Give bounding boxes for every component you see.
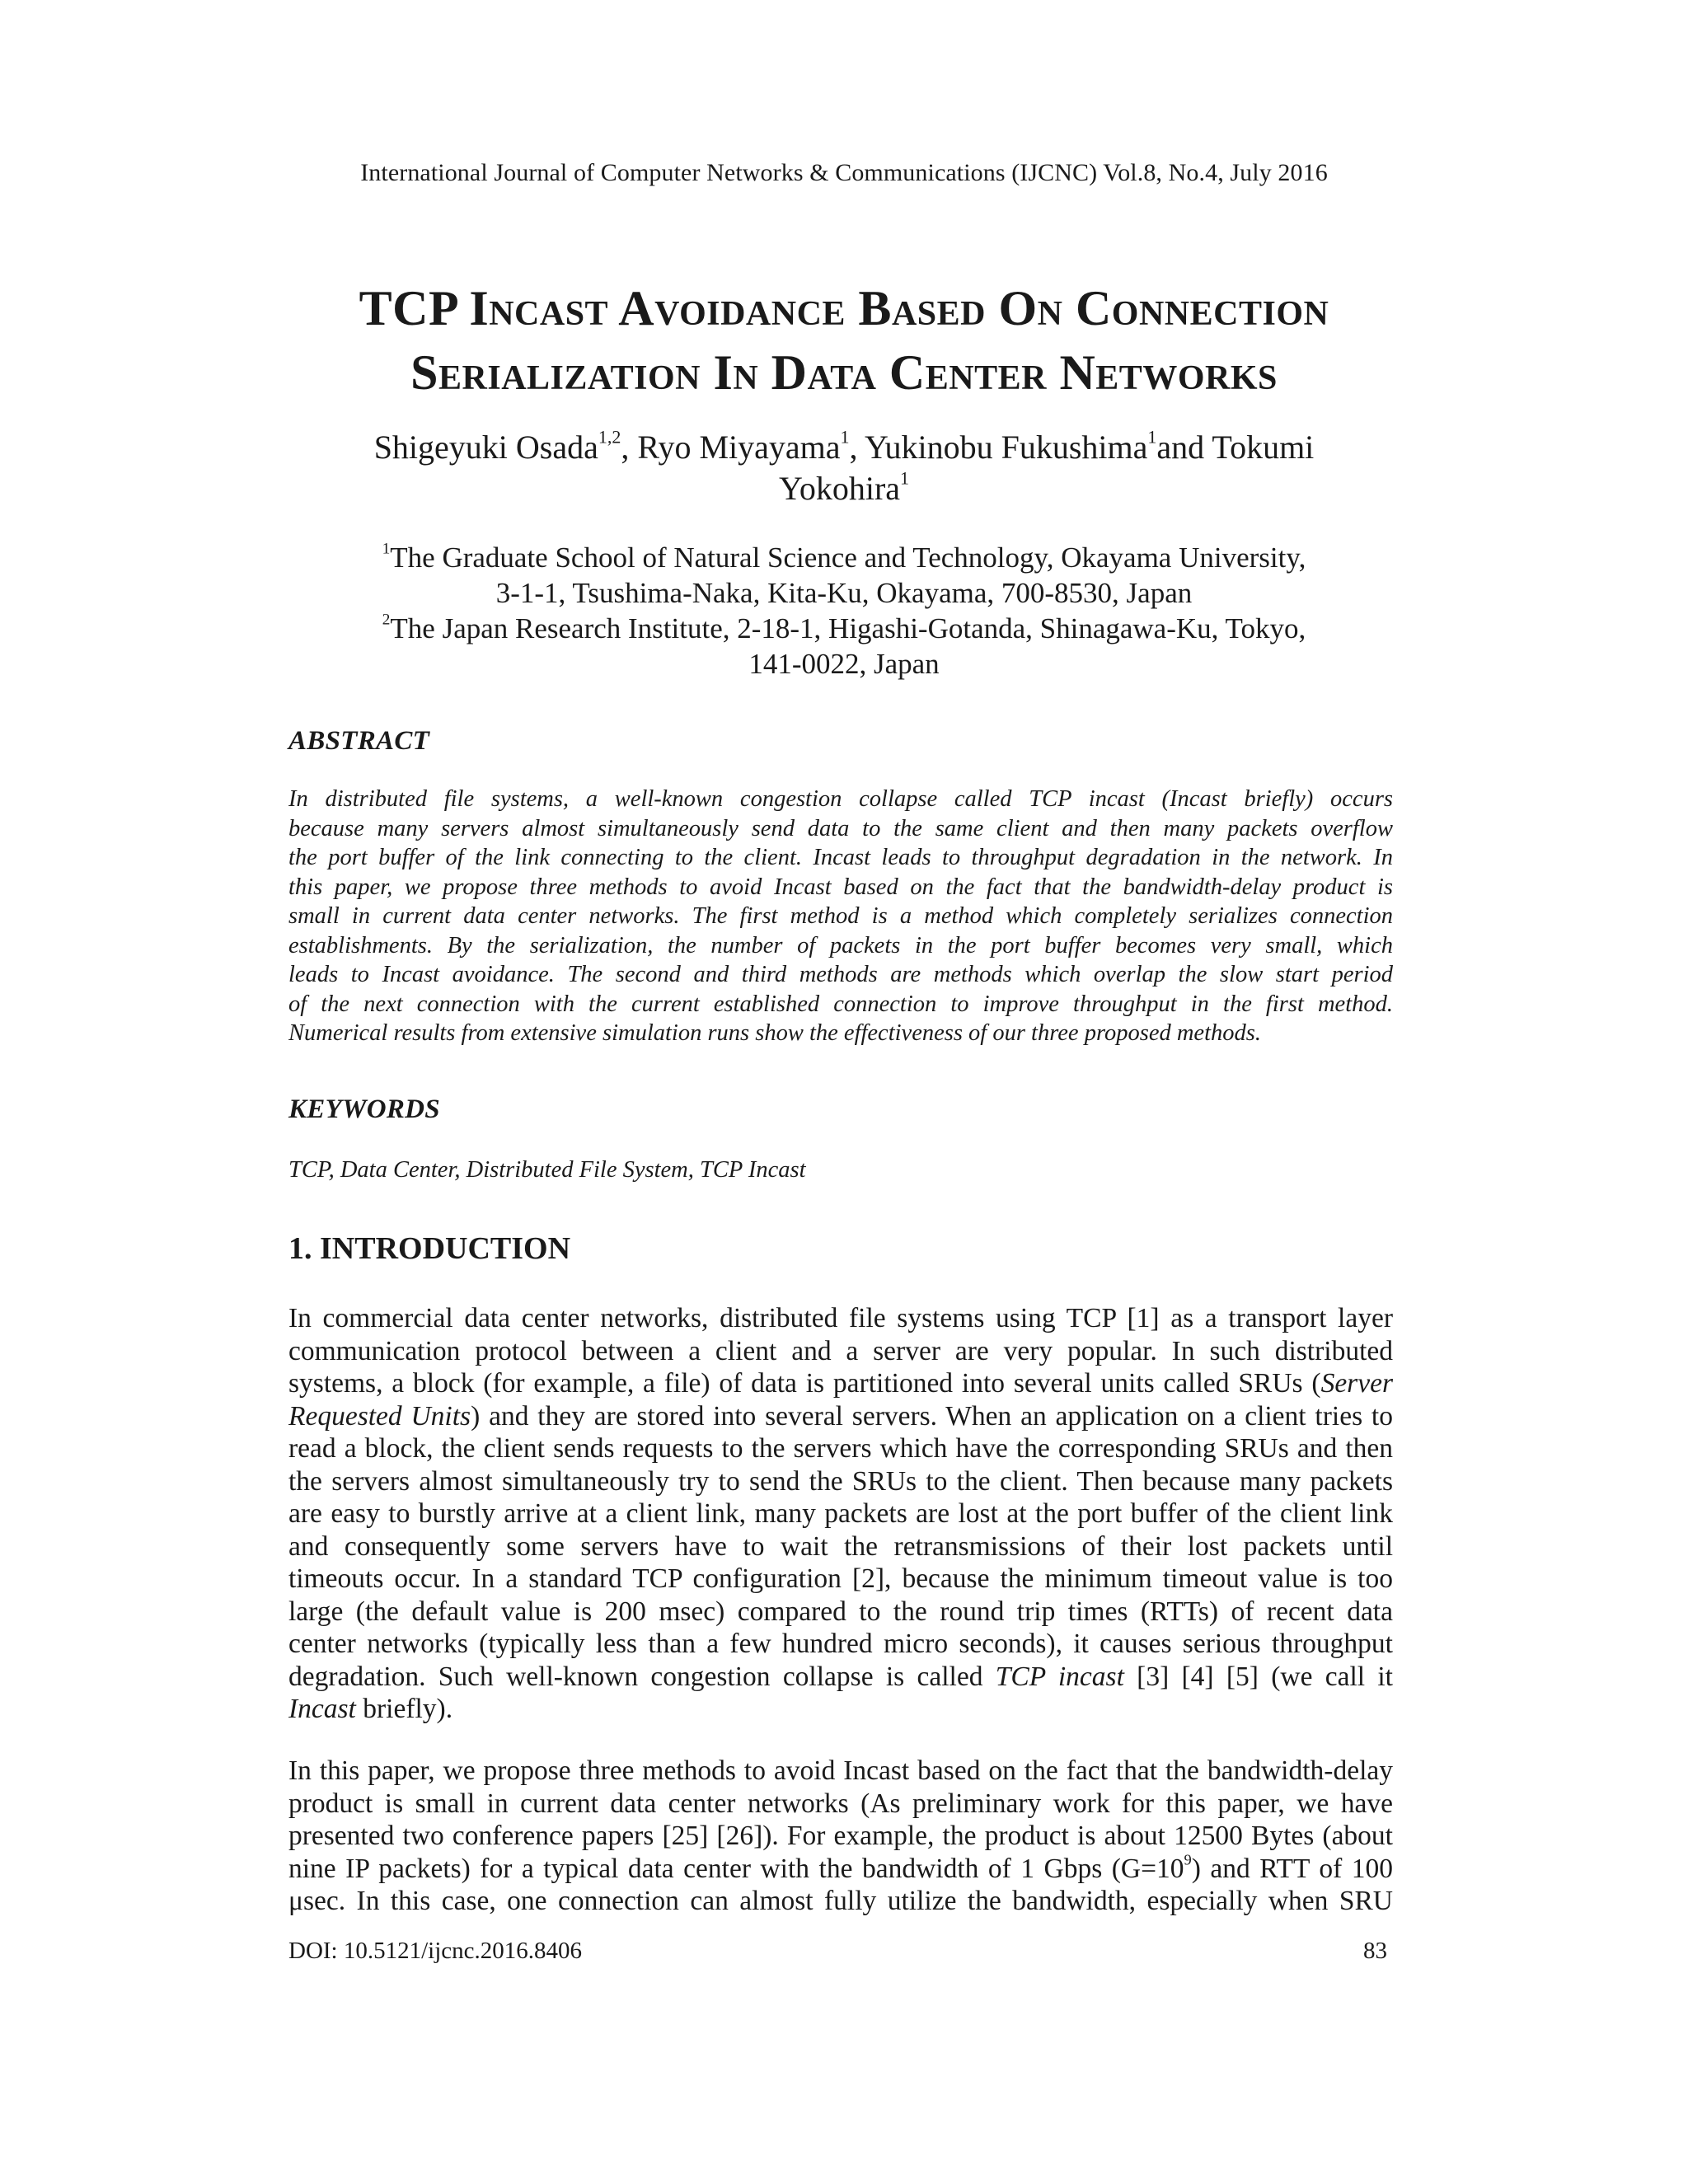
author-3: , Yukinobu Fukushima <box>849 429 1148 466</box>
paragraph-line: product is small in current data center networks (As preliminary work for this paper, we have <box>288 1788 1393 1819</box>
paragraph-line: center networks (typically less than a few hundred micro seconds), it causes serious throughput <box>288 1629 1393 1659</box>
author-3-affil: 1 <box>1147 426 1157 448</box>
affiliation-1-line-1 <box>247 540 1441 575</box>
italic-term: Server <box>1320 1368 1393 1399</box>
exponent: 9 <box>1184 1852 1192 1868</box>
paragraph-line <box>288 1661 1393 1694</box>
paragraph-line: μsec. In this case, one connection can almost fully utilize the bandwidth, especially when SRU <box>288 1886 1393 1916</box>
paragraph-line <box>288 1693 1393 1726</box>
text-run: nine IP packets) for a typical data center with the bandwidth of 1 Gbps (G=10 <box>288 1853 1184 1884</box>
paragraph-line: large (the default value is 200 msec) compared to the round trip times (RTTs) of recent data <box>288 1596 1393 1627</box>
text-run: briefly). <box>355 1694 453 1724</box>
abstract-line: leads to Incast avoidance. The second and third methods are methods which overlap the slow start period <box>288 962 1393 987</box>
footer-doi: DOI: 10.5121/ijcnc.2016.8406 <box>288 1938 583 1964</box>
affiliation-2-line-1 <box>247 611 1441 646</box>
author-4-cont: Yokohira <box>778 470 901 507</box>
author-list <box>288 427 1400 509</box>
affiliations <box>247 540 1441 682</box>
italic-term: Incast <box>288 1694 356 1724</box>
author-2: , Ryo Miyayama <box>621 429 841 466</box>
author-line-2 <box>288 468 1400 509</box>
paragraph-line: In this paper, we propose three methods to avoid Incast based on the fact that the bandwidth-delay <box>288 1755 1393 1786</box>
affiliation-2-line-2: 141-0022, Japan <box>748 648 940 680</box>
affiliation-1-marker: 1 <box>382 540 391 558</box>
paper-title <box>165 276 1523 405</box>
text-run: ) and RTT of 100 <box>1191 1853 1393 1884</box>
text-run: ) and they are stored into several servers. When an application on a client tries to <box>471 1400 1393 1432</box>
abstract-line: because many servers almost simultaneously send data to the same client and then many packets overflow <box>288 815 1393 841</box>
title-line-1: TCP Incast Avoidance Based On Connection <box>359 281 1329 335</box>
paragraph-line: timeouts occur. In a standard TCP configuration [2], because the minimum timeout value is too <box>288 1563 1393 1594</box>
paragraph-line: read a block, the client sends requests to the servers which have the corresponding SRUs and then <box>288 1433 1393 1464</box>
paragraph-line: presented two conference papers [25] [26]). For example, the product is about 12500 Bytes (about <box>288 1821 1393 1851</box>
affiliation-1-line-2: 3-1-1, Tsushima-Naka, Kita-Ku, Okayama, 700-8530, Japan <box>495 577 1193 609</box>
paragraph-line <box>288 1400 1393 1433</box>
text-run: degradation. Such well-known congestion collapse is called <box>288 1661 996 1692</box>
intro-paragraph-2 <box>288 1755 1393 1918</box>
abstract-body <box>288 785 1393 1048</box>
abstract-line: In distributed file systems, a well-known congestion collapse called TCP incast (Incast briefly) occurs <box>288 786 1393 812</box>
abstract-line: of the next connection with the current established connection to improve throughput in the first method. <box>288 991 1393 1017</box>
section-heading-introduction: 1. INTRODUCTION <box>288 1231 571 1266</box>
author-line-1 <box>288 427 1400 468</box>
intro-paragraph-1 <box>288 1302 1393 1726</box>
abstract-heading-text: ABSTRACT <box>288 726 430 756</box>
author-4-affil: 1 <box>900 467 910 489</box>
journal-header: International Journal of Computer Networks & Communications (IJCNC) Vol.8, No.4, July 2016 <box>360 159 1328 186</box>
affiliation-2-marker: 2 <box>382 611 391 629</box>
keywords-list: TCP, Data Center, Distributed File System, TCP Incast <box>288 1157 806 1183</box>
text-run: [3] [4] [5] (we call it <box>1123 1661 1393 1692</box>
paragraph-line: and consequently some servers have to wait the retransmissions of their lost packets until <box>288 1530 1393 1562</box>
author-1: Shigeyuki Osada <box>373 429 598 466</box>
italic-term: Requested Units <box>288 1400 471 1432</box>
author-2-affil: 1 <box>840 426 850 448</box>
abstract-line: establishments. By the serialization, the number of packets in the port buffer becomes very small, which <box>288 932 1393 958</box>
keywords-heading-text: KEYWORDS <box>288 1094 440 1124</box>
author-4: and Tokumi <box>1156 429 1315 466</box>
author-1-affil: 1,2 <box>598 426 621 448</box>
paragraph-line <box>288 1853 1393 1886</box>
paragraph-line: the servers almost simultaneously try to send the SRUs to the client. Then because many packets <box>288 1465 1393 1497</box>
italic-term: TCP incast <box>995 1661 1124 1692</box>
affiliation-2-text: The Japan Research Institute, 2-18-1, Higashi-Gotanda, Shinagawa-Ku, Tokyo, <box>390 612 1306 644</box>
text-run: systems, a block (for example, a file) of data is partitioned into several units called SRUs ( <box>288 1368 1321 1399</box>
abstract-heading <box>288 726 429 757</box>
paragraph-line: are easy to burstly arrive at a client link, many packets are lost at the port buffer of the client link <box>288 1498 1393 1529</box>
page-number: 83 <box>1363 1938 1387 1964</box>
abstract-line: Numerical results from extensive simulation runs show the effectiveness of our three proposed methods. <box>288 1020 1261 1046</box>
abstract-line: the port buffer of the link connecting to the client. Incast leads to throughput degradation in the network. In <box>288 845 1393 870</box>
paragraph-line: communication protocol between a client and a server are very popular. In such distributed <box>288 1335 1393 1366</box>
paragraph-line: In commercial data center networks, distributed file systems using TCP [1] as a transport layer <box>288 1303 1393 1333</box>
abstract-line: this paper, we propose three methods to avoid Incast based on the fact that the bandwidth-delay product is <box>288 874 1393 900</box>
affiliation-1-text: The Graduate School of Natural Science and Technology, Okayama University, <box>390 541 1306 574</box>
title-line-2: Serialization In Data Center Networks <box>410 345 1278 400</box>
abstract-line: small in current data center networks. The first method is a method which completely serializes connection <box>288 903 1393 929</box>
keywords-heading <box>288 1094 440 1125</box>
paragraph-line <box>288 1367 1393 1400</box>
